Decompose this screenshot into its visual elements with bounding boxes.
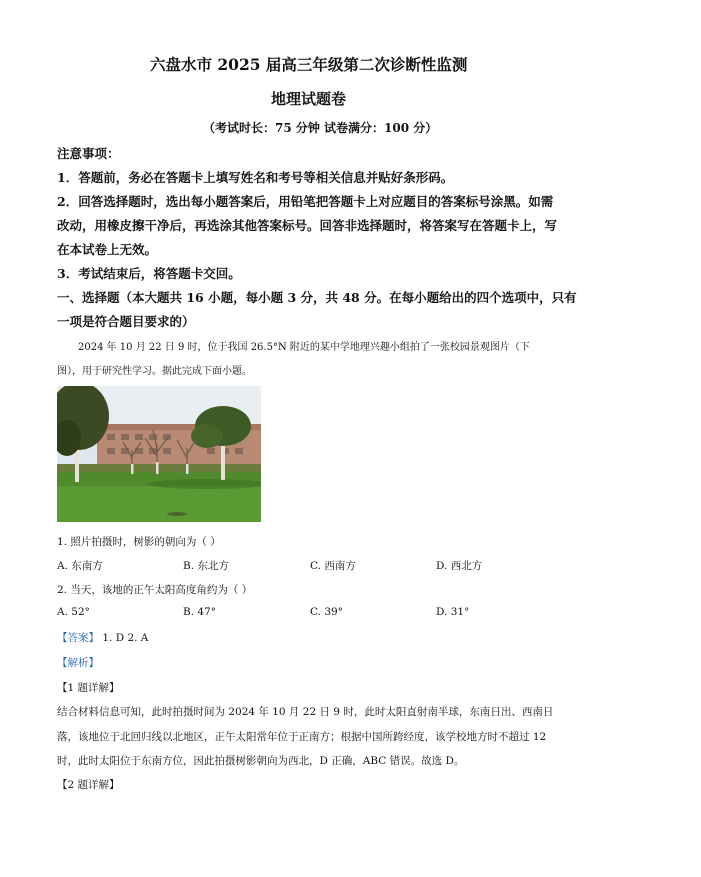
notice-item-2-line-3: 在本试卷上无效。 [57, 242, 158, 257]
notice-item-3: 3．考试结束后，将答题卡交回。 [57, 266, 241, 281]
question-1-option-c: C. 西南方 [310, 560, 356, 572]
notice-item-1: 1．答题前，务必在答题卡上填写姓名和考号等相关信息并贴好条形码。 [57, 170, 454, 185]
answer-value: 1. D 2. A [102, 632, 149, 644]
question-1-stem: 1. 照片拍摄时，树影的朝向为（ ） [57, 536, 221, 548]
exam-meta: （考试时长：75 分钟 试卷满分：100 分） [203, 121, 438, 135]
notice-heading: 注意事项： [57, 146, 120, 161]
detail-2-heading: 【2 题详解】 [57, 779, 120, 791]
passage-line-2: 图），用于研究性学习。据此完成下面小题。 [57, 366, 252, 377]
detail-1-line-2: 落，该地位于北回归线以北地区，正午太阳常年位于正南方；根据中国所跨经度，该学校地方时不超过 12 [57, 731, 547, 743]
page-subtitle: 地理试题卷 [271, 90, 347, 108]
passage-line-1: 2024 年 10 月 22 日 9 时，位于我国 26.5°N 附近的某中学地理兴趣小组拍了一张校园景观图片（下 [78, 342, 530, 353]
question-2-stem: 2. 当天，该地的正午太阳高度角约为（ ） [57, 584, 253, 596]
answer-label: 【答案】 [57, 632, 99, 644]
section-heading-line-1: 一、选择题（本大题共 16 小题，每小题 3 分，共 48 分。在每小题给出的四个选项中，只有 [57, 290, 577, 305]
campus-photo [57, 386, 261, 522]
question-1-option-a: A. 东南方 [57, 560, 103, 572]
answer-line [57, 630, 148, 645]
question-2-option-a: A. 52° [57, 606, 90, 618]
question-1-option-b: B. 东北方 [183, 560, 229, 572]
section-heading-line-2: 一项是符合题目要求的） [57, 314, 195, 329]
analysis-label: 【解析】 [57, 657, 99, 669]
notice-item-2-line-1: 2．回答选择题时，选出每小题答案后，用铅笔把答题卡上对应题目的答案标号涂黑。如需 [57, 194, 554, 209]
question-2-option-b: B. 47° [183, 606, 217, 618]
detail-1-line-1: 结合材料信息可知，此时拍摄时间为 2024 年 10 月 22 日 9 时，此时太阳直射南半球，东南日出、西南日 [57, 706, 554, 718]
detail-1-heading: 【1 题详解】 [57, 682, 120, 694]
detail-1-line-3: 时，此时太阳位于东南方位，因此拍摄树影朝向为西北，D 正确，ABC 错误。故选 D。 [57, 755, 465, 767]
page-title: 六盘水市 2025 届高三年级第二次诊断性监测 [150, 55, 468, 74]
question-1-option-d: D. 西北方 [436, 560, 483, 572]
notice-item-2-line-2: 改动，用橡皮擦干净后，再选涂其他答案标号。回答非选择题时，将答案写在答题卡上，写 [57, 218, 558, 233]
question-2-option-d: D. 31° [436, 606, 470, 618]
question-2-option-c: C. 39° [310, 606, 343, 618]
